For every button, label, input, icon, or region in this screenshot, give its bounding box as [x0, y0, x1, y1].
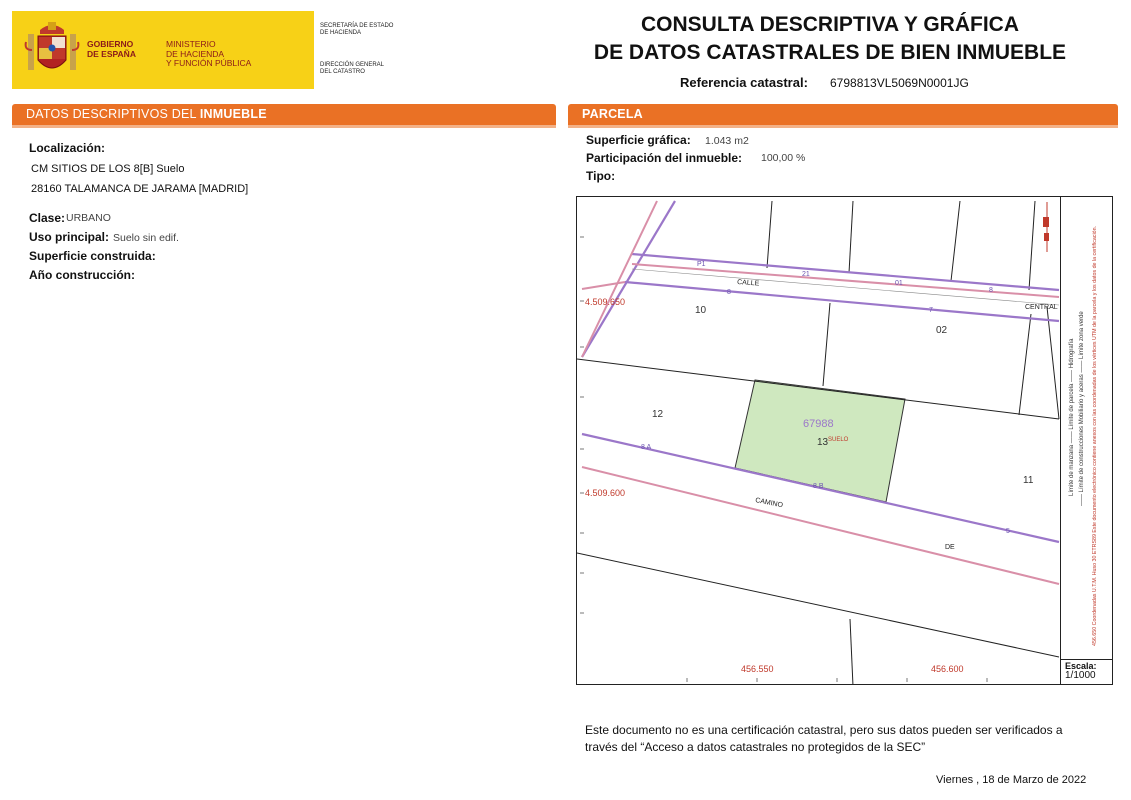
document-date: Viernes , 18 de Marzo de 2022 — [936, 774, 1087, 786]
parcel-number-label: 13 — [817, 437, 829, 448]
uso-principal-label: Uso principal: — [29, 230, 110, 244]
street-centerline — [632, 269, 1059, 305]
lot-label: 11 — [1023, 475, 1034, 486]
house-number: 7 — [929, 307, 933, 314]
descriptive-title-bold: INMUEBLE — [199, 107, 267, 121]
map-drawing — [577, 197, 1113, 685]
section-divider — [568, 125, 1118, 128]
street-central-label: CENTRAL — [1025, 304, 1058, 311]
map-marker-icon — [1043, 202, 1049, 252]
street-lines — [582, 201, 1059, 542]
house-number: 8 A — [641, 444, 652, 451]
document-title — [560, 11, 1100, 67]
address-line-1: CM SITIOS DE LOS 8[B] Suelo — [31, 163, 185, 175]
ref-value: 6798813VL5069N0001JG — [830, 76, 969, 90]
cadastral-map — [576, 196, 1113, 685]
street-calle-label: CALLE — [736, 279, 760, 288]
parcel-ref-label: 67988 — [803, 418, 834, 430]
coord-y-top: 4.509.650 — [585, 297, 626, 307]
legend-line-2: —— Límite de construcciones Mobiliario y aceras —— Límite zona verde — [1079, 311, 1085, 506]
tipo-label: Tipo: — [586, 169, 616, 183]
scale-value: 1/1000 — [1065, 670, 1096, 681]
superficie-grafica-label: Superficie gráfica: — [586, 133, 691, 147]
legend-line-3: 456.650 Coordenadas U.T.M. Huso 30 ETRS89 Este documento electrónico contiene anexos con las coordenadas de los vértices UTM de la parcela y los datos de la certificación. — [1092, 210, 1098, 646]
title-line-2: DE DATOS CATASTRALES DE BIEN INMUEBLE — [593, 41, 1067, 64]
clase-label: Clase: — [29, 211, 66, 225]
coord-x-left: 456.550 — [741, 664, 774, 674]
parcela-title: PARCELA — [582, 107, 643, 121]
superficie-construida-label: Superficie construida: — [29, 249, 156, 263]
street-de-label: DE — [945, 544, 955, 551]
lot-label: 02 — [936, 325, 948, 336]
house-number: 8 B — [813, 483, 824, 490]
secretaria-label: SECRETARÍA DE ESTADO DE HACIENDA — [320, 23, 394, 36]
lot-label: 12 — [652, 409, 664, 420]
participacion-label: Participación del inmueble: — [586, 151, 743, 165]
participacion-value: 100,00 % — [761, 152, 806, 164]
ministry-name: MINISTERIO DE HACIENDA Y FUNCIÓN PÚBLICA — [166, 39, 252, 68]
coord-y-bottom: 4.509.600 — [585, 488, 626, 498]
parcela-section-header — [568, 104, 1118, 125]
localizacion-label: Localización: — [29, 141, 106, 155]
uso-principal-value: Suelo sin edif. — [113, 232, 179, 244]
clase-value: URBANO — [66, 212, 111, 224]
superficie-grafica-value: 1.043 m2 — [705, 135, 749, 147]
house-number: 5 — [1006, 528, 1010, 535]
parcel-use-label: SUELO — [828, 437, 849, 443]
descriptive-section-header — [12, 104, 556, 125]
legend-line-1: Límite de manzana —— Límite de parcela —— Hidrografía — [1069, 338, 1075, 496]
map-scale — [1060, 659, 1113, 685]
coat-of-arms-icon — [24, 20, 80, 80]
house-number: 01 — [895, 280, 903, 287]
map-legend — [1060, 196, 1113, 660]
scale-label: Escala: — [1065, 661, 1097, 671]
house-number: 21 — [802, 271, 810, 278]
house-number: 8 — [727, 289, 731, 296]
section-divider — [12, 125, 556, 128]
direccion-label: DIRECCIÓN GENERAL DEL CATASTRO — [320, 62, 385, 75]
house-number: 8 — [989, 287, 993, 294]
coord-x-right: 456.600 — [931, 664, 964, 674]
house-number: P1 — [697, 261, 706, 268]
government-name: GOBIERNO DE ESPAÑA — [87, 39, 136, 59]
disclaimer-note: Este documento no es una certificación catastral, pero sus datos pueden ser verificados a través del “Acceso a datos catastrales no protegidos de la SEC” — [585, 723, 1063, 754]
ano-construccion-label: Año construcción: — [29, 268, 136, 282]
legend-drawing — [1061, 196, 1114, 660]
address-line-2: 28160 TALAMANCA DE JARAMA [MADRID] — [31, 183, 249, 195]
government-logo-block — [12, 11, 314, 89]
title-line-1: CONSULTA DESCRIPTIVA Y GRÁFICA — [640, 13, 1020, 36]
ref-label: Referencia catastral: — [680, 75, 808, 90]
street-camino-label: CAMINO — [754, 497, 784, 510]
lot-label: 10 — [695, 305, 707, 316]
descriptive-title-regular: DATOS DESCRIPTIVOS DEL — [26, 107, 200, 121]
